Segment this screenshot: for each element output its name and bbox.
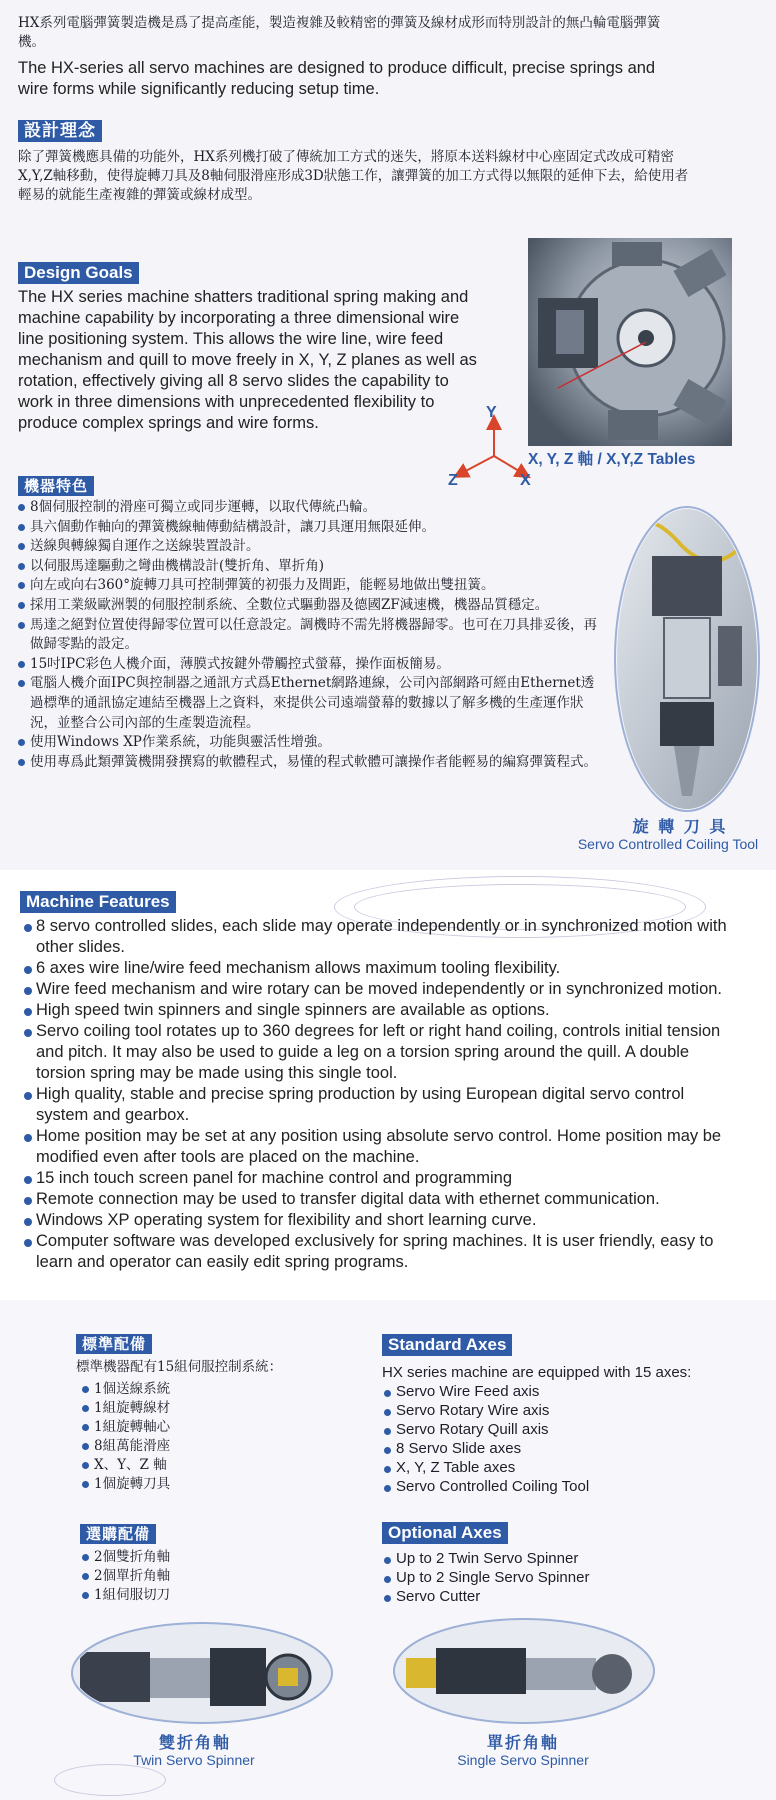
list-item: Servo Cutter — [382, 1587, 742, 1606]
single-spinner-caption-en: Single Servo Spinner — [457, 1752, 589, 1768]
optional-zh-list — [80, 1548, 280, 1605]
list-item: 2個單折角軸 — [80, 1567, 280, 1586]
list-item: X, Y, Z Table axes — [382, 1458, 742, 1477]
standard-zh-heading: 標準配備 — [76, 1334, 152, 1354]
list-item: 具六個動作軸向的彈簧機線軸傳動結構設計，讓刀具運用無限延伸。 — [16, 518, 602, 538]
optional-en-heading: Optional Axes — [382, 1522, 508, 1544]
coiling-tool-caption-en: Servo Controlled Coiling Tool — [577, 836, 759, 852]
design-concept-heading: 設計理念 — [18, 120, 102, 142]
single-spinner-photo — [392, 1618, 656, 1724]
list-item: Home position may be set at any position using absolute servo control. Home position may be modified even after tools are placed on the machine. — [22, 1126, 738, 1168]
features-en-list — [22, 916, 738, 1273]
list-item: 1個送線系統 — [80, 1380, 280, 1399]
list-item: 15吋IPC彩色人機介面，薄膜式按鍵外帶觸控式螢幕，操作面板簡易。 — [16, 655, 602, 675]
list-item: 8組萬能滑座 — [80, 1437, 280, 1456]
intro-zh: HX系列電腦彈簧製造機是爲了提高產能，製造複雜及較精密的彈簧及線材成形而特別設計的無凸輪電腦彈簧機。 — [18, 15, 661, 50]
list-item: 採用工業級歐洲製的伺服控制系統、全數位式驅動器及德國ZF減速機，機器品質穩定。 — [16, 596, 602, 616]
list-item: Servo Controlled Coiling Tool — [382, 1477, 742, 1496]
list-item: 15 inch touch screen panel for machine control and programming — [22, 1168, 738, 1189]
features-zh-heading: 機器特色 — [18, 476, 94, 496]
list-item: 1組旋轉線材 — [80, 1399, 280, 1418]
list-item: 馬達之絕對位置使得歸零位置可以任意設定。調機時不需先將機器歸零。也可在刀具排妥後，再做歸零點的設定。 — [16, 616, 602, 655]
list-item: Windows XP operating system for flexibility and short learning curve. — [22, 1210, 738, 1231]
list-item: Servo Wire Feed axis — [382, 1382, 742, 1401]
list-item: 向左或向右360°旋轉刀具可控制彈簧的初張力及間距，能輕易地做出雙扭簧。 — [16, 576, 602, 596]
list-item: 2個雙折角軸 — [80, 1548, 280, 1567]
list-item: Servo coiling tool rotates up to 360 degrees for left or right hand coiling, controls initial tension and pitch. It may also be used to guide a leg on a torsion spring around the quill. A double torsion spring may be made using this single tool. — [22, 1021, 738, 1084]
design-concept-body: 除了彈簧機應具備的功能外，HX系列機打破了傳統加工方式的迷失，將原本送料線材中心座固定式改成可精密X,Y,Z軸移動，使得旋轉刀具及8軸伺服滑座形成3D狀態工作，讓彈簧的加工方式得以無限的延伸下去，給使用者輕易的就能生產複雜的彈簧或線材成型。 — [18, 149, 689, 203]
twin-spinner-caption-en: Twin Servo Spinner — [133, 1752, 255, 1768]
list-item: 8 Servo Slide axes — [382, 1439, 742, 1458]
twin-spinner-caption-zh: 雙折角軸 — [158, 1733, 231, 1752]
standard-en-list — [382, 1382, 742, 1496]
list-item: Up to 2 Twin Servo Spinner — [382, 1549, 742, 1568]
x-axis-label: X — [520, 472, 531, 489]
xyz-caption: X, Y, Z 軸 / X,Y,Z Tables — [528, 451, 696, 468]
list-item: High quality, stable and precise spring production by using European digital servo control system and gearbox. — [22, 1084, 738, 1126]
coiling-tool-caption-zh: 旋 轉 刀 具 — [632, 817, 728, 836]
features-zh-list — [16, 498, 602, 772]
standard-zh-list — [80, 1380, 280, 1494]
list-item: X、Y、Z 軸 — [80, 1456, 280, 1475]
list-item: 6 axes wire line/wire feed mechanism allows maximum tooling flexibility. — [22, 958, 738, 979]
list-item: 使用專爲此類彈簧機開發撰寫的軟體程式，易懂的程式軟體可讓操作者能輕易的編寫彈簧程式。 — [16, 753, 602, 773]
standard-en-intro: HX series machine are equipped with 15 axes: — [382, 1364, 692, 1381]
standard-en-heading: Standard Axes — [382, 1334, 512, 1356]
list-item: 1組伺服切刀 — [80, 1586, 280, 1605]
intro-en: The HX-series all servo machines are designed to produce difficult, precise springs and wire forms while significantly reducing setup time. — [18, 59, 656, 98]
list-item: 電腦人機介面IPC與控制器之通訊方式爲Ethernet網路連線，公司內部網路可經由Ethernet透過標準的通訊協定連結至機器上之資料，來提供公司遠端螢幕的數據以了解多機的生產運作狀況，並整合公司內部的生產製造流程。 — [16, 674, 602, 733]
design-goals-body: The HX series machine shatters traditional spring making and machine capability by incorporating a three dimensional wire line positioning system. This allows the wire line, wire feed mechanism and quill to move freely in X, Y, Z planes as well as rotation, effectively giving all 8 servo slides the capability to work in three dimensions with unprecedented flexibility to produce complex springs and wire forms. — [18, 288, 477, 432]
list-item: 以伺服馬達驅動之彎曲機構設計(雙折角、單折角) — [16, 557, 602, 577]
machine-head-photo — [528, 238, 732, 446]
list-item: High speed twin spinners and single spinners are available as options. — [22, 1000, 738, 1021]
list-item: Computer software was developed exclusively for spring machines. It is user friendly, easy to learn and operator can easily edit spring programs. — [22, 1231, 738, 1273]
list-item: 1組旋轉軸心 — [80, 1418, 280, 1437]
optional-en-list — [382, 1549, 742, 1606]
list-item: 1個旋轉刀具 — [80, 1475, 280, 1494]
optional-zh-heading: 選購配備 — [80, 1524, 156, 1544]
z-axis-label: Z — [448, 472, 458, 489]
list-item: Servo Rotary Wire axis — [382, 1401, 742, 1420]
standard-zh-intro: 標準機器配有15組伺服控制系統： — [76, 1359, 283, 1375]
list-item: 使用Windows XP作業系統，功能與靈活性增強。 — [16, 733, 602, 753]
coiling-tool-photo — [612, 506, 762, 812]
decor-ring — [54, 1764, 166, 1796]
list-item: Remote connection may be used to transfer digital data with ethernet communication. — [22, 1189, 738, 1210]
list-item: Wire feed mechanism and wire rotary can be moved independently or in synchronized motion. — [22, 979, 738, 1000]
features-en-heading: Machine Features — [20, 891, 176, 913]
twin-spinner-photo — [70, 1622, 334, 1724]
single-spinner-caption-zh: 單折角軸 — [486, 1733, 559, 1752]
list-item: 8 servo controlled slides, each slide may operate independently or in synchronized motion with other slides. — [22, 916, 738, 958]
design-goals-heading: Design Goals — [18, 262, 139, 284]
list-item: 送線與轉線獨自運作之送線裝置設計。 — [16, 537, 602, 557]
list-item: Up to 2 Single Servo Spinner — [382, 1568, 742, 1587]
y-axis-label: Y — [486, 404, 497, 421]
list-item: 8個伺服控制的滑座可獨立或同步運轉，以取代傳統凸輪。 — [16, 498, 602, 518]
list-item: Servo Rotary Quill axis — [382, 1420, 742, 1439]
